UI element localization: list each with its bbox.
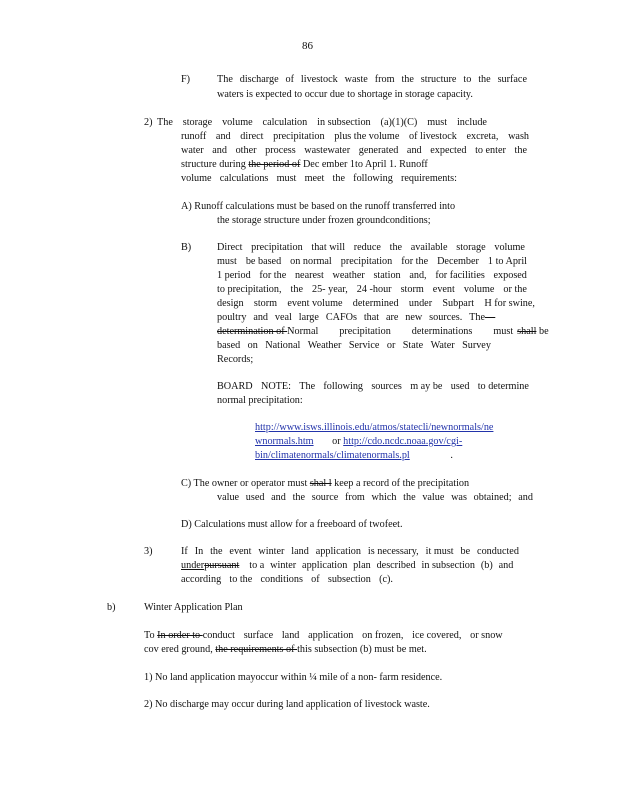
word: Water [430, 340, 455, 351]
board-note-line2: normal precipitation: [217, 395, 303, 406]
word: The [217, 74, 233, 85]
board-note-line1 [217, 381, 529, 393]
strike-text: the period of [248, 159, 301, 170]
word: and [253, 312, 269, 323]
word: water [181, 145, 204, 156]
word: the [401, 74, 414, 85]
item-2b-line8 [217, 340, 491, 352]
word: runoff [181, 131, 207, 142]
word: (c). [379, 574, 393, 585]
word: BOARD [217, 381, 253, 392]
item-3-label: 3) [144, 546, 153, 557]
item-2-line4-post: Dec ember 1to April 1. Runoff [300, 159, 428, 170]
word: volume [463, 284, 495, 295]
word: conditions [260, 574, 303, 585]
word: NOTE: [260, 381, 291, 392]
word: determined [352, 298, 399, 309]
word: exposed [493, 270, 527, 281]
strike-text: the requirements of [215, 644, 298, 655]
word: must [276, 173, 297, 184]
p2-pre: cov ered ground, [144, 644, 216, 655]
word: the [210, 546, 223, 557]
word: obtained; [473, 492, 512, 503]
word: the [332, 173, 345, 184]
word: precipitation [273, 131, 325, 142]
word: direct [240, 131, 264, 142]
item-2b-label: B) [181, 242, 192, 253]
word: Survey [462, 340, 491, 351]
word: storage [456, 242, 486, 253]
word: used [450, 381, 470, 392]
word: to [463, 74, 472, 85]
word: application [315, 546, 361, 557]
strike-text: determination of [217, 326, 288, 337]
word: are [385, 312, 399, 323]
word: application [302, 560, 348, 571]
url-line-2 [255, 436, 462, 448]
section-b-item1: 1) No land application mayoccur within ¼ mile of a non- farm residence. [144, 672, 443, 683]
word: Normal [287, 326, 319, 337]
item-f-line2: waters is expected to occur due to shortage in storage capacity. [217, 89, 473, 100]
word: 1 period [217, 270, 251, 281]
word: generated [358, 145, 399, 156]
url-trail: . [450, 450, 453, 461]
word: and [498, 560, 514, 571]
word: the [478, 74, 491, 85]
word: to the [229, 574, 253, 585]
word: other [235, 145, 257, 156]
word: event volume [287, 298, 343, 309]
item-2-line1 [157, 117, 487, 129]
word: sources. [429, 312, 463, 323]
word: volume [494, 242, 525, 253]
item-2a-line2: the storage structure under frozen groundconditions; [217, 215, 431, 226]
word: determinations [411, 326, 473, 337]
word: volume [222, 117, 253, 128]
word: of [311, 574, 320, 585]
word: in subsection [421, 560, 475, 571]
word: 1 to April [487, 256, 527, 267]
word: that will [311, 242, 346, 253]
word: or [386, 340, 396, 351]
word: December [437, 256, 479, 267]
word: to a [249, 560, 265, 571]
word: Direct [217, 242, 243, 253]
word: the [290, 284, 303, 295]
word: conducted [477, 546, 519, 557]
word: process [265, 145, 296, 156]
word: from [345, 492, 365, 503]
word: Weather [307, 340, 342, 351]
section-b-title: Winter Application Plan [144, 602, 243, 613]
word: of [285, 74, 295, 85]
item-2b-line7-end: be [536, 326, 549, 337]
word: event [229, 546, 252, 557]
word: waste [344, 74, 368, 85]
word: Subpart [442, 298, 475, 309]
or-text: or [332, 436, 341, 447]
word: the [389, 242, 403, 253]
word: livestock [300, 74, 338, 85]
word: the [403, 492, 416, 503]
word: wash [508, 131, 529, 142]
word: plan [353, 560, 371, 571]
word: to precipitation, [217, 284, 282, 295]
word: from [374, 74, 395, 85]
word: event [432, 284, 455, 295]
strike-text: — [485, 312, 496, 323]
section-b-item2: 2) No discharge may occur during land application of livestock waste. [144, 699, 430, 710]
item-2b-line6 [217, 312, 495, 324]
word: ice covered, [412, 630, 462, 641]
word: include [456, 117, 487, 128]
item-2c-line1 [181, 478, 469, 490]
item-2c-line2 [217, 492, 533, 504]
word: expected [430, 145, 467, 156]
word: volume [181, 173, 212, 184]
word: and [518, 492, 533, 503]
item-2b-line7 [217, 326, 549, 338]
word: storm [400, 284, 424, 295]
item-f-label: F) [181, 74, 191, 85]
word: (b) [480, 560, 493, 571]
word: surface [243, 630, 274, 641]
item-2a-line1: A) Runoff calculations must be based on the runoff transferred into [181, 201, 456, 212]
word: under [408, 298, 433, 309]
word: new [405, 312, 423, 323]
word: winter [258, 546, 285, 557]
word: In [194, 546, 204, 557]
word: that [363, 312, 380, 323]
word: precipitation [251, 242, 303, 253]
word: and [406, 145, 422, 156]
word: storm [253, 298, 278, 309]
strike-text: shall [517, 326, 537, 337]
word: be based [245, 256, 282, 267]
word: 24 -hour [356, 284, 392, 295]
word: surface [497, 74, 527, 85]
url-link-1a[interactable] [255, 422, 493, 434]
item-3-line1 [181, 546, 519, 558]
word: conduct [202, 630, 235, 641]
word: and [215, 131, 231, 142]
item-2b-line5 [217, 298, 535, 310]
word: of livestock [409, 131, 457, 142]
word: requirements: [400, 173, 457, 184]
item-2-line2 [181, 131, 529, 143]
word: CAFOs [325, 312, 357, 323]
word: State [402, 340, 424, 351]
word: available [410, 242, 448, 253]
word: meet [304, 173, 325, 184]
word: reduce [353, 242, 381, 253]
word: excreta, [466, 131, 499, 142]
word: which [371, 492, 397, 503]
underline-text: under [181, 560, 205, 571]
word: land [281, 630, 300, 641]
item-2b-line9: Records; [217, 354, 254, 365]
word: for the [401, 256, 429, 267]
word: and [271, 492, 286, 503]
item-3-line2 [181, 560, 513, 572]
word: for facilities [435, 270, 485, 281]
word: be [460, 546, 471, 557]
word: on normal [290, 256, 332, 267]
word: must [217, 256, 237, 267]
word: weather [332, 270, 365, 281]
item-2-line3 [181, 145, 527, 157]
word: the [514, 145, 527, 156]
word: and, [409, 270, 427, 281]
strike-text: shal l [309, 478, 332, 489]
page-number: 86 [302, 40, 313, 52]
word: was [451, 492, 467, 503]
word: Service [348, 340, 380, 351]
word: following [323, 381, 364, 392]
url-line-3 [255, 450, 453, 462]
word: land [291, 546, 309, 557]
word: on [247, 340, 258, 351]
word: and [212, 145, 227, 156]
item-2b-line1 [217, 242, 525, 254]
word: The [157, 117, 173, 128]
word: or the [503, 284, 527, 295]
word: design [217, 298, 244, 309]
item-3-line3 [181, 574, 393, 586]
word: described [376, 560, 416, 571]
item-2b-line2 [217, 256, 527, 268]
word: precipitation [339, 326, 391, 337]
url-text[interactable]: http://www.isws.illinois.edu/atmos/statecli/newnormals/ne [255, 422, 494, 433]
word: National [265, 340, 301, 351]
word: for the [259, 270, 287, 281]
word: large [298, 312, 319, 323]
url-link-2b[interactable]: bin/climatenormals/climatenormals.pl [255, 450, 410, 461]
section-b-label: b) [107, 602, 116, 613]
word: veal [274, 312, 292, 323]
word: on frozen, [362, 630, 404, 641]
word: application [308, 630, 354, 641]
word: the [292, 492, 306, 503]
word: it must [425, 546, 454, 557]
word: If [181, 546, 188, 557]
word: or snow [470, 630, 503, 641]
p2-post: this subsection (b) must be met. [297, 644, 427, 655]
word: H for swine, [484, 298, 535, 309]
word: m ay be [410, 381, 443, 392]
word: must [493, 326, 514, 337]
word: in subsection [317, 117, 371, 128]
word: subsection [327, 574, 371, 585]
word: station [373, 270, 401, 281]
section-b-p2 [144, 644, 427, 656]
word: storage [182, 117, 213, 128]
word: source [311, 492, 339, 503]
word: 25- year, [311, 284, 348, 295]
p1-to: To [144, 630, 158, 641]
word: value [217, 492, 240, 503]
word: must [427, 117, 448, 128]
word: plus the volume [334, 131, 400, 142]
word: following [353, 173, 393, 184]
word: structure [420, 74, 457, 85]
word: precipitation [340, 256, 393, 267]
word: used [245, 492, 265, 503]
item-2d: D) Calculations must allow for a freeboard of twofeet. [181, 519, 403, 530]
word: sources [371, 381, 402, 392]
word: The [469, 312, 485, 323]
word: wastewater [304, 145, 351, 156]
strike-text: pursuant [204, 560, 240, 571]
section-b-p1 [144, 630, 503, 642]
item-2-line4-pre: structure during [181, 159, 249, 170]
item-2b-line4 [217, 284, 527, 296]
item-2c-post: keep a record of the precipitation [331, 478, 470, 489]
url-link-2a[interactable]: http://cdo.ncdc.noaa.gov/cgi- [343, 436, 463, 447]
word: discharge [239, 74, 279, 85]
word: calculations [219, 173, 269, 184]
word: according [181, 574, 222, 585]
strike-text: In order to [157, 630, 203, 641]
item-2-label: 2) [144, 117, 153, 128]
word: to determine [477, 381, 529, 392]
word: is necessary, [367, 546, 419, 557]
item-2-line4 [181, 159, 428, 171]
word: nearest [294, 270, 324, 281]
word: winter [270, 560, 297, 571]
item-2-line5 [181, 173, 457, 185]
item-2c-pre: C) The owner or operator must [181, 478, 310, 489]
word: poultry [217, 312, 247, 323]
word: value [422, 492, 445, 503]
item-f-line1 [217, 74, 527, 86]
word: based [217, 340, 241, 351]
word: to enter [475, 145, 506, 156]
word: (a)(1)(C) [380, 117, 418, 128]
url-link-1b[interactable]: wnormals.htm [255, 436, 314, 447]
word: The [299, 381, 316, 392]
item-2b-line3 [217, 270, 527, 282]
word: calculation [262, 117, 308, 128]
